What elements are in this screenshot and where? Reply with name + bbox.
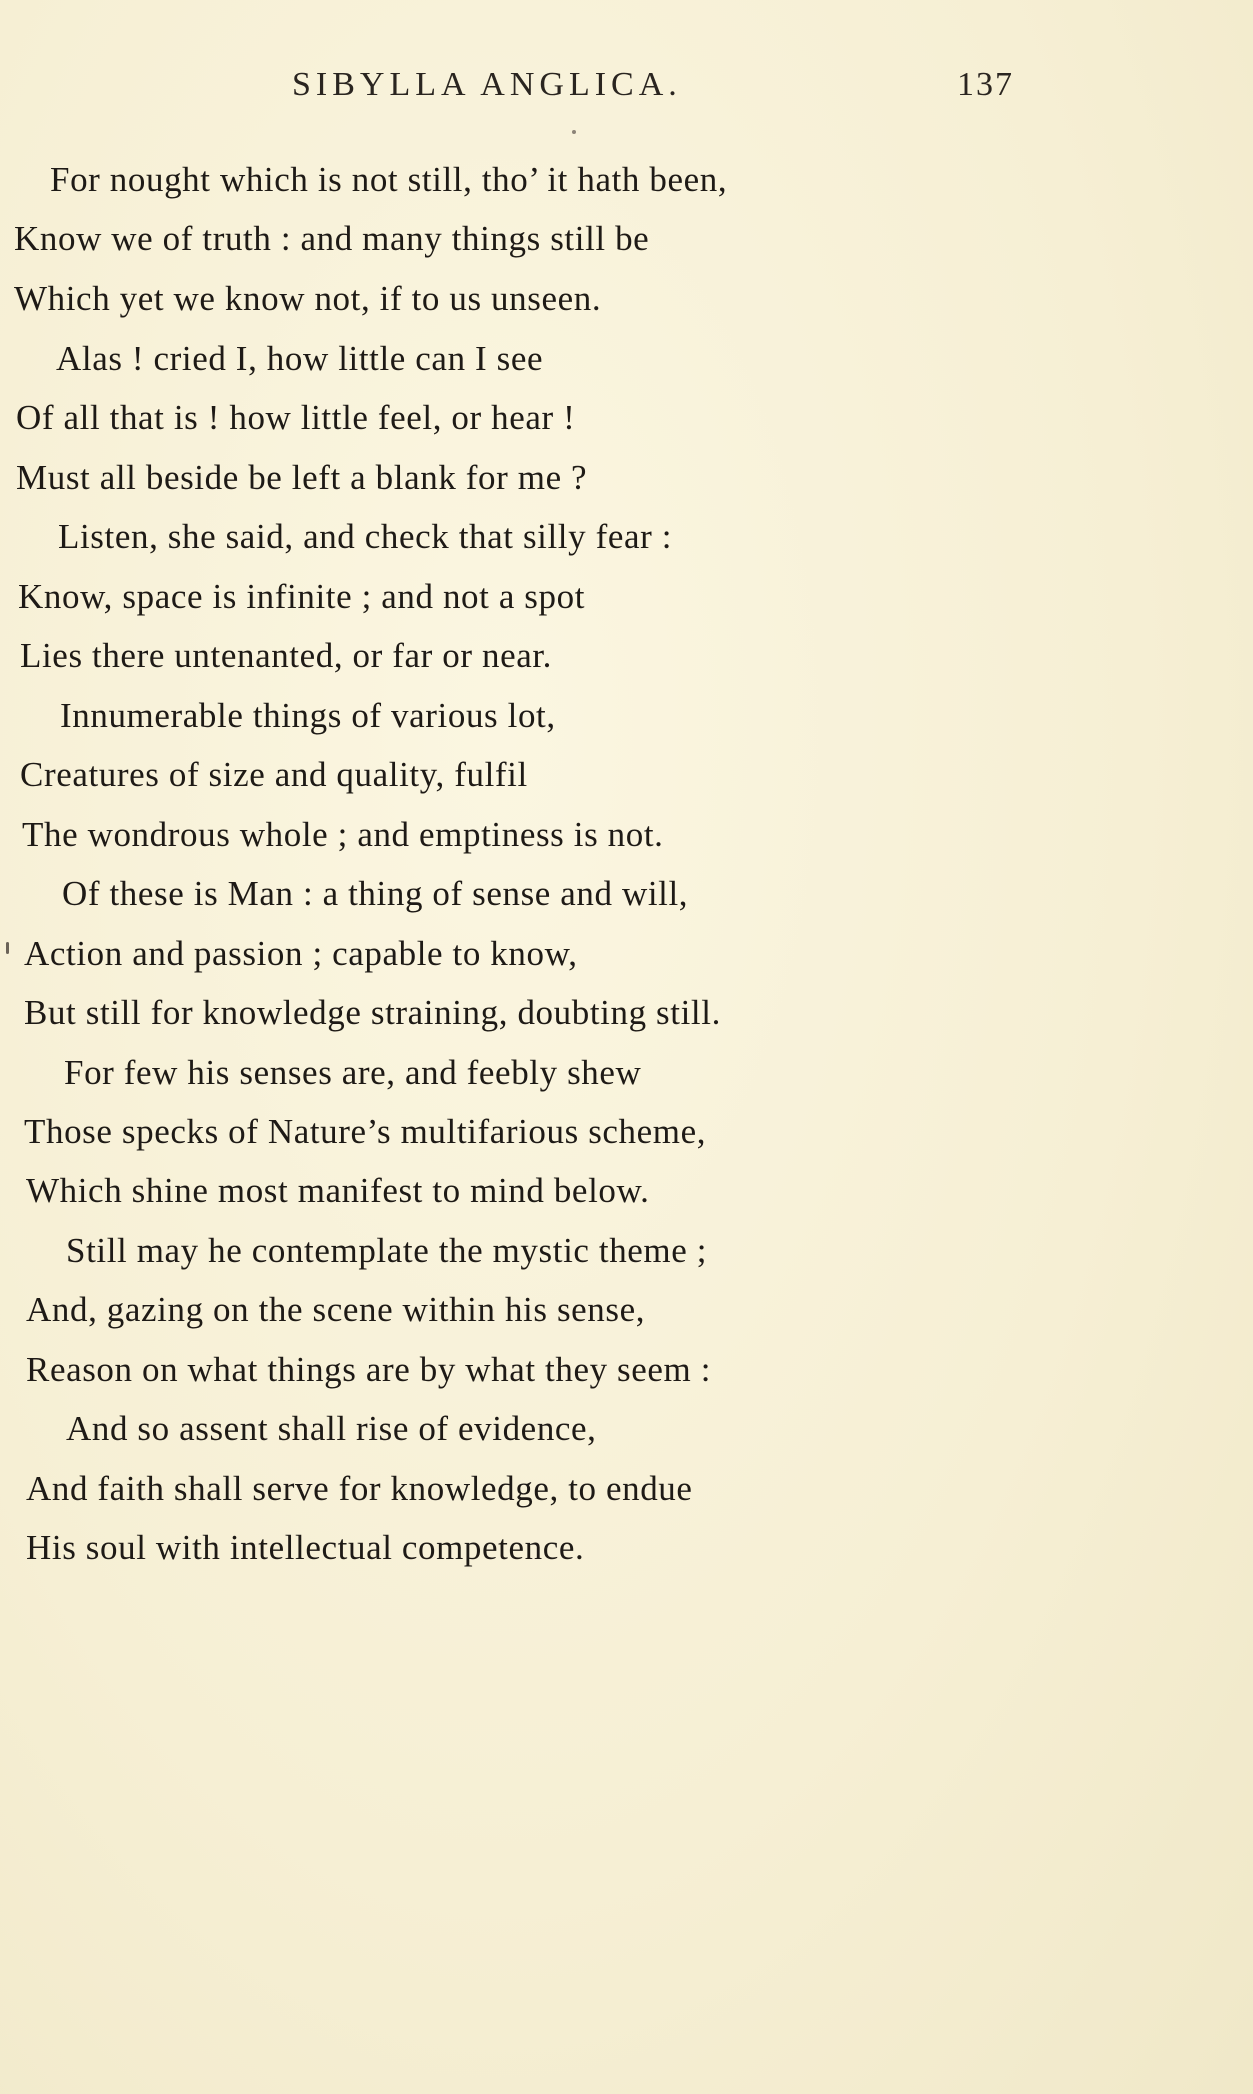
page-header xyxy=(0,62,1253,122)
poem-line: For nought which is not still, tho’ it hath been, xyxy=(50,160,728,199)
poem-line: And, gazing on the scene within his sense, xyxy=(26,1290,646,1329)
poem-line: Action and passion ; capable to know, xyxy=(24,934,578,973)
poem-line: Still may he contemplate the mystic theme ; xyxy=(66,1231,708,1270)
poem-line: But still for knowledge straining, doubting still. xyxy=(24,993,721,1032)
poem-line: Lies there untenanted, or far or near. xyxy=(20,636,553,675)
margin-mark xyxy=(6,942,9,954)
poem-line: Which shine most manifest to mind below. xyxy=(26,1171,650,1210)
poem-line: And so assent shall rise of evidence, xyxy=(66,1409,597,1448)
print-speck xyxy=(572,130,576,134)
poem-line: His soul with intellectual competence. xyxy=(26,1528,585,1567)
poem-line: Know we of truth : and many things still be xyxy=(14,219,650,258)
poem-line: Know, space is infinite ; and not a spot xyxy=(18,577,586,616)
running-title: SIBYLLA ANGLICA. xyxy=(292,66,682,103)
poem-line: Of these is Man : a thing of sense and will, xyxy=(62,874,689,913)
poem-line: Innumerable things of various lot, xyxy=(60,696,556,735)
poem-line: Reason on what things are by what they seem : xyxy=(26,1350,712,1389)
page-number: 137 xyxy=(957,66,1014,103)
poem-line: For few his senses are, and feebly shew xyxy=(64,1053,642,1092)
poem-line: Which yet we know not, if to us unseen. xyxy=(14,279,602,318)
poem-line: Listen, she said, and check that silly fear : xyxy=(58,517,673,556)
poem-line: Creatures of size and quality, fulfil xyxy=(20,755,528,794)
poem-line: Those specks of Nature’s multifarious scheme, xyxy=(24,1112,707,1151)
poem-line: Of all that is ! how little feel, or hear ! xyxy=(16,398,576,437)
poem-line: And faith shall serve for knowledge, to endue xyxy=(26,1469,693,1508)
poem-line: The wondrous whole ; and emptiness is not. xyxy=(22,815,664,854)
poem-line: Alas ! cried I, how little can I see xyxy=(56,339,544,378)
poem-line: Must all beside be left a blank for me ? xyxy=(16,458,588,497)
